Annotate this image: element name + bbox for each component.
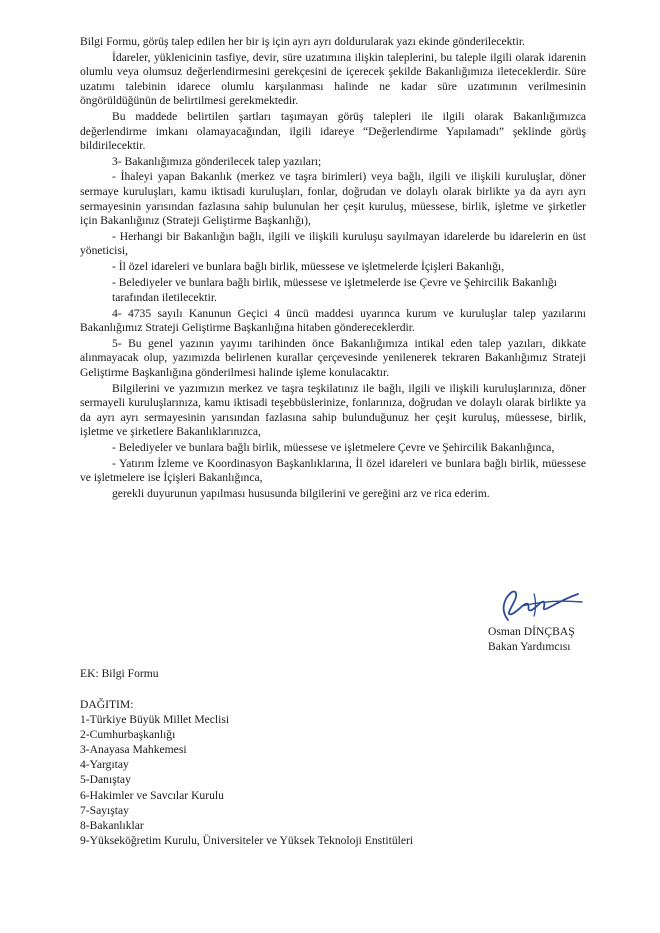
distribution-item: 1-Türkiye Büyük Millet Meclisi — [80, 713, 230, 727]
paragraph-idareler: İdareler, yüklenicinin tasfiye, devir, süre uzatımına ilişkin taleplerini, bu taleple ilgili olarak idarenin olumlu veya olumsuz değerlendirmesini gerekçesini de içerecek şekilde Bakanlığımıza ileteceklerdir. Süre uzatımı talebinin idarece olumlu karşılanması halinde ne kadar süre uzatımının verilmesinin öngörüldüğünün de belirtilmesi gerekmektedir. — [80, 50, 586, 108]
distribution-item: 9-Yükseköğretim Kurulu, Üniversiteler ve Yüksek Teknoloji Enstitüleri — [80, 833, 414, 847]
paragraph-closing: gerekli duyurunun yapılması hususunda bilgilerini ve gereğini arz ve rica ederim. — [112, 486, 490, 500]
signatory-title: Bakan Yardımcısı — [488, 640, 571, 653]
distribution-item: 4-Yargıtay — [80, 758, 129, 772]
bullet-ihaleyi-yapan: - İhaleyi yapan Bakanlık (merkez ve taşra birimleri) veya bağlı, ilgili ve ilişkili kuruluşlar, döner sermaye kuruluşları, kamu iktisadi kuruluşları, fonlar, doğrudan ve dolaylı olarak birlikte ya da ayrı ayrı sermayesinin yarısından fazlasına sahip bulunulan her çeşit kuruluş, müessese, birlik, işletme ve şirketler için Bakanlığınız (Strateji Geliştirme Başkanlığı), — [80, 170, 586, 228]
distribution-items — [80, 712, 413, 848]
item-3-heading: 3- Bakanlığımıza gönderilecek talep yazıları; — [112, 154, 322, 168]
paragraph-sartlar: Bu maddede belirtilen şartları taşımayan görüş talepleri ile ilgili olarak Bakanlığımızca değerlendirme imkanı olamayacağından, ilgili idareye “Değerlendirme Yapılamadı” şeklinde görüş bildirilecektir. — [80, 109, 586, 153]
signatory-name: Osman DİNÇBAŞ — [488, 625, 575, 638]
distribution-item: 8-Bakanlıklar — [80, 818, 144, 832]
item-4: 4- 4735 sayılı Kanunun Geçici 4 üncü maddesi uyarınca kurum ve kuruluşlar talep yazılarını Bakanlığımız Strateji Geliştirme Başkanlığına hitaben göndereceklerdir. — [80, 306, 586, 335]
bullet-herhangi-bakanlik: - Herhangi bir Bakanlığın bağlı, ilgili ve ilişkili kuruluşu sayılmayan idarelerde bu idarelerin en üst yöneticisi, — [80, 229, 586, 258]
signature-image — [478, 580, 588, 628]
distribution-item: 7-Sayıştay — [80, 803, 129, 817]
bullet-belediyeler: - Belediyeler ve bunlara bağlı birlik, müessese ve işletmelerde ise Çevre ve Şehircilik Bakanlığı — [112, 275, 557, 289]
bullet-yatirim-izleme: - Yatırım İzleme ve Koordinasyon Başkanlıklarına, İl özel idareleri ve bunlara bağlı birlik, müessese ve işletmelere ise İçişleri Bakanlığınca, — [80, 456, 586, 485]
distribution-item: 5-Danıştay — [80, 773, 131, 787]
item-5: 5- Bu genel yazının yayımı tarihinden önce Bakanlığımıza intikal eden talep yazıları, dikkate alınmayacak olup, yazımızda belirlenen kurallar çerçevesinde yenilenerek tekraren Bakanlığımız Strateji Geliştirme Başkanlığına gönderilmesi halinde işleme konulacaktır. — [80, 336, 586, 380]
bullet-belediyeler-cevre: - Belediyeler ve bunlara bağlı birlik, müessese ve işletmelere Çevre ve Şehircilik Bakanlığınca, — [112, 441, 555, 455]
signature-block — [478, 580, 618, 680]
distribution-item: 3-Anayasa Mahkemesi — [80, 743, 187, 757]
bullet-il-ozel-idareleri: - İl özel idareleri ve bunlara bağlı birlik, müessese ve işletmelerde İçişleri Bakanlığı, — [112, 259, 505, 273]
paragraph-bilgi-formu: Bilgi Formu, görüş talep edilen her bir iş için ayrı ayrı doldurularak yazı ekinde gönderilecektir. — [80, 35, 525, 48]
distribution-item: 2-Cumhurbaşkanlığı — [80, 728, 176, 742]
paragraph-bilgilerini: Bilgilerini ve yazımızın merkez ve taşra teşkilatınız ile bağlı, ilgili ve ilişkili kuruluşlarınıza, döner sermayeli kuruluşlarınıza, kamu iktisadi teşebbüslerinize, fonlarınıza, doğrudan ve dolaylı olarak birlikte ya da ayrı ayrı sermayesinin yarısından fazlasına sahip bulunduğunuz her çeşit kuruluş, müessese, birlik, işletme ve şirketlere Bakanlıklarınızca, — [80, 381, 586, 439]
distribution-heading: DAĞITIM: — [80, 698, 134, 711]
attachment-line: EK: Bilgi Formu — [80, 667, 159, 680]
paragraph-tarafindan: tarafından iletilecektir. — [112, 291, 217, 305]
letter-body — [80, 35, 586, 502]
distribution-list — [80, 697, 413, 848]
distribution-item: 6-Hakimler ve Savcılar Kurulu — [80, 788, 224, 802]
